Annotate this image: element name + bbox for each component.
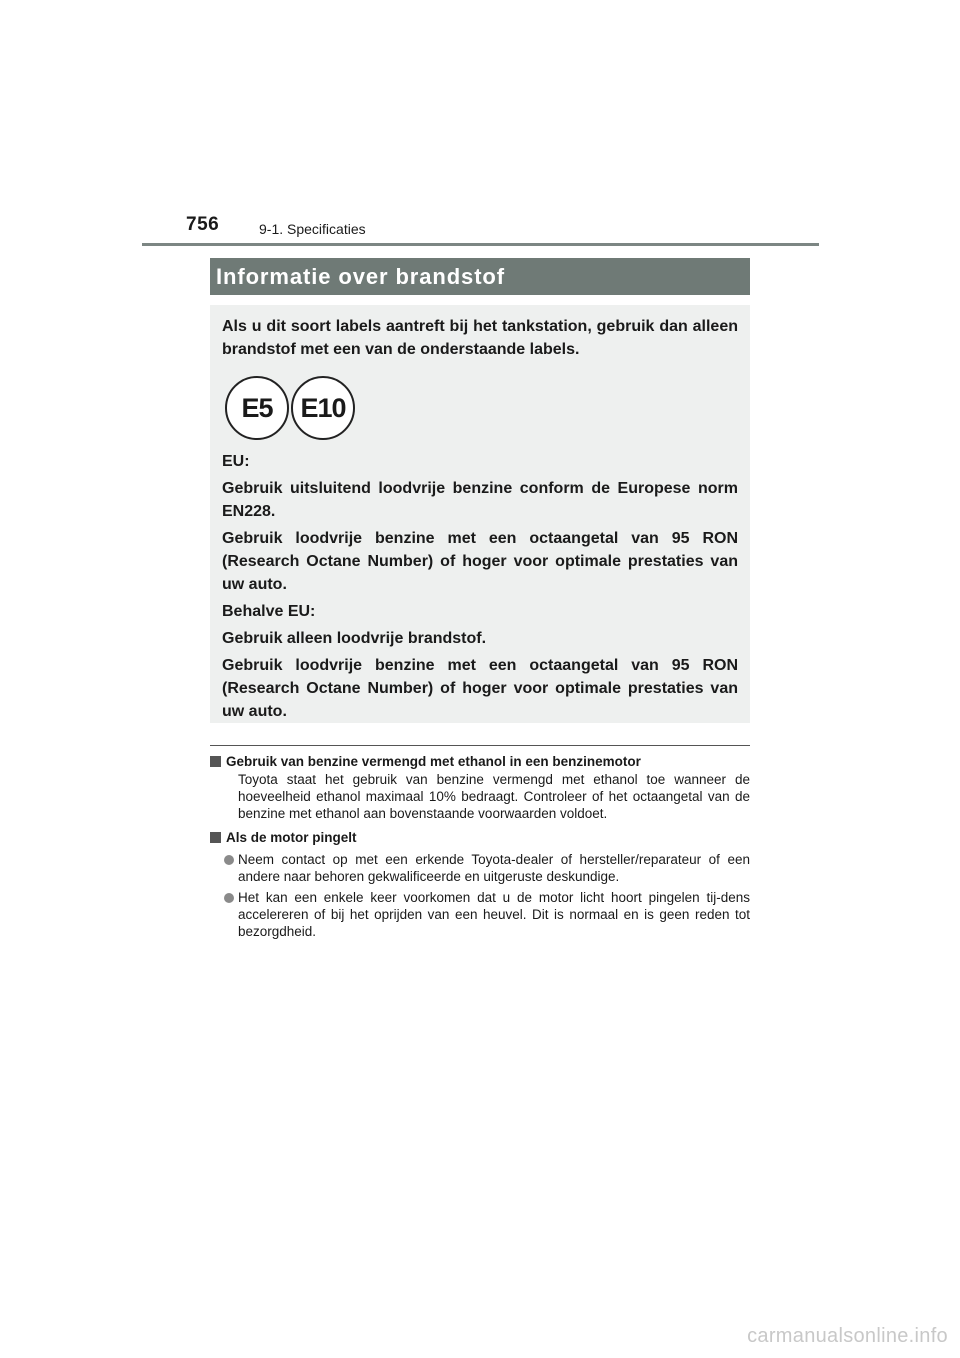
page-number: 756 [186, 214, 220, 235]
section-title: Informatie over brandstof [210, 258, 750, 295]
eu-requirement: Gebruik uitsluitend loodvrije benzine conform de Europese norm EN228. [222, 480, 738, 520]
bullet-text: Het kan een enkele keer voorkomen dat u de motor licht hoort pingelen tij-dens accelereren of bij het oprijden van een heuvel. Dit is normaal en is geen reden tot bezorgdheid. [238, 890, 750, 939]
eu-octane: Gebruik loodvrije benzine met een octaangetal van 95 RON (Research Octane Number) of hoger voor optimale prestaties van uw auto. [222, 530, 738, 593]
intro-text: Als u dit soort labels aantreft bij het tankstation, gebruik dan alleen brandstof met een van de onderstaande labels. [222, 318, 738, 358]
notes-divider [210, 745, 750, 746]
list-item [224, 851, 750, 885]
fuel-labels [225, 376, 738, 440]
ethanol-note-text: Toyota staat het gebruik van benzine vermengd met ethanol toe wanneer de hoeveelheid ethanol maximaal 10% bedraagt. Controleer of het octaangetal van de benzine met ethanol aan bovenstaande voorwaarden voldoet. [238, 772, 750, 821]
knocking-note-heading [210, 828, 750, 847]
non-eu-octane: Gebruik loodvrije benzine met een octaangetal van 95 RON (Research Octane Number) of hoger voor optimale prestaties van uw auto. [222, 657, 738, 720]
list-item [224, 889, 750, 940]
bullet-text: Neem contact op met een erkende Toyota-dealer of hersteller/reparateur of een andere naar behoren gekwalificeerde en uitgeruste deskundige. [238, 852, 750, 884]
eu-heading: EU: [222, 453, 250, 470]
header-divider [142, 243, 819, 246]
notes-section [210, 752, 750, 940]
e10-label-icon: E10 [291, 376, 355, 440]
non-eu-requirement: Gebruik alleen loodvrije brandstof. [222, 630, 487, 647]
ethanol-note-heading [210, 752, 750, 771]
square-bullet-icon [210, 756, 221, 767]
knocking-heading-text: Als de motor pingelt [226, 830, 357, 845]
fuel-info-box [210, 305, 750, 723]
ethanol-heading-text: Gebruik van benzine vermengd met ethanol in een benzinemotor [226, 754, 641, 769]
e5-label-icon: E5 [225, 376, 289, 440]
non-eu-heading: Behalve EU: [222, 603, 316, 620]
round-bullet-icon [224, 855, 234, 865]
round-bullet-icon [224, 893, 234, 903]
section-label: 9-1. Specificaties [259, 221, 366, 237]
watermark-link[interactable]: carmanualsonline.info [747, 1325, 948, 1347]
square-bullet-icon [210, 832, 221, 843]
